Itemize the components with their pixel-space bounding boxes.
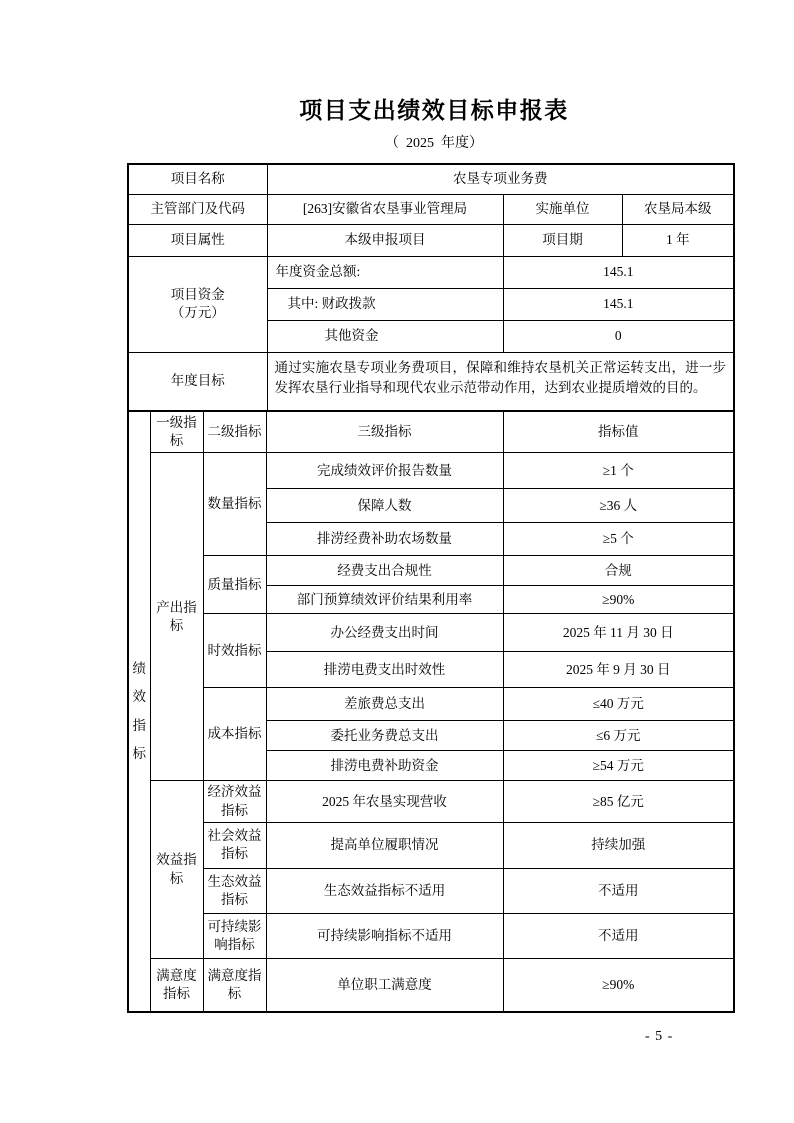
- table-row: [128, 913, 734, 958]
- declaration-form: [127, 163, 735, 1013]
- project-info-table: [127, 163, 735, 412]
- indicator-value: ≥90%: [503, 958, 734, 1012]
- indicator-value: 2025 年 9 月 30 日: [503, 652, 734, 688]
- funds-total-label: 年度资金总额:: [267, 256, 503, 288]
- table-row: [128, 688, 734, 721]
- indicator-name: 委托业务费总支出: [266, 721, 503, 751]
- project-name-label: 项目名称: [128, 164, 267, 194]
- indicator-name: 部门预算绩效评价结果利用率: [266, 586, 503, 614]
- period-label: 项目期: [503, 224, 622, 256]
- funds-fiscal-label: 其中: 财政拨款: [267, 288, 503, 320]
- attribute-label: 项目属性: [128, 224, 267, 256]
- page-subtitle-year: （ 2025 年度）: [385, 136, 483, 151]
- indicator-name: 差旅费总支出: [266, 688, 503, 721]
- department-value: [263]安徽省农垦事业管理局: [267, 194, 503, 224]
- indicator-name: 2025 年农垦实现营收: [266, 781, 503, 822]
- level2-satisfaction: 满意度指标: [203, 958, 266, 1012]
- period-value: 1 年: [622, 224, 734, 256]
- project-name-value: 农垦专项业务费: [267, 164, 734, 194]
- funds-label-line1: 项目资金: [170, 286, 225, 302]
- level1-satisfaction: 满意度指标: [150, 958, 203, 1012]
- indicator-value: 不适用: [503, 868, 734, 913]
- level1-benefit: 效益指标: [150, 781, 203, 958]
- indicator-name: 单位职工满意度: [266, 958, 503, 1012]
- indicator-value: ≤6 万元: [503, 721, 734, 751]
- performance-indicator-side-label: 绩效指标: [128, 411, 150, 1012]
- funds-other-label: 其他资金: [267, 320, 503, 352]
- indicator-value: 持续加强: [503, 822, 734, 868]
- indicator-value: 2025 年 11 月 30 日: [503, 614, 734, 652]
- indicator-value: ≥90%: [503, 586, 734, 614]
- indicator-value: ≤40 万元: [503, 688, 734, 721]
- table-row: [128, 556, 734, 586]
- indicator-name: 经费支出合规性: [266, 556, 503, 586]
- page-title: 项目支出绩效目标申报表: [299, 97, 569, 123]
- attribute-value: 本级申报项目: [267, 224, 503, 256]
- level2-ecological: 生态效益指标: [203, 868, 266, 913]
- header-level1: 一级指标: [150, 411, 203, 453]
- indicator-name: 排涝电费补助资金: [266, 751, 503, 781]
- funds-other-value: 0: [503, 320, 734, 352]
- table-row: [128, 781, 734, 822]
- table-row: [128, 256, 734, 288]
- indicator-value: ≥1 个: [503, 453, 734, 489]
- funds-total-value: 145.1: [503, 256, 734, 288]
- table-row: [128, 352, 734, 411]
- department-label: 主管部门及代码: [128, 194, 267, 224]
- indicator-name: 完成绩效评价报告数量: [266, 453, 503, 489]
- table-row: [128, 194, 734, 224]
- header-level3: 三级指标: [266, 411, 503, 453]
- indicator-value: ≥54 万元: [503, 751, 734, 781]
- header-value: 指标值: [503, 411, 734, 453]
- table-row: [128, 411, 734, 453]
- table-row: [128, 224, 734, 256]
- level2-timeliness: 时效指标: [203, 614, 266, 688]
- indicator-table: [127, 410, 735, 1013]
- level2-quality: 质量指标: [203, 556, 266, 614]
- indicator-name: 生态效益指标不适用: [266, 868, 503, 913]
- indicator-name: 排涝电费支出时效性: [266, 652, 503, 688]
- page-number: - 5 -: [645, 1029, 674, 1044]
- annual-goal-value: 通过实施农垦专项业务费项目，保障和维持农垦机关正常运转支出，进一步发挥农垦行业指导和现代农业示范带动作用，达到农业提质增效的目的。: [267, 352, 734, 411]
- level2-economic: 经济效益指标: [203, 781, 266, 822]
- annual-goal-label: 年度目标: [128, 352, 267, 411]
- header-level2: 二级指标: [203, 411, 266, 453]
- level2-quantity: 数量指标: [203, 453, 266, 556]
- indicator-value: ≥85 亿元: [503, 781, 734, 822]
- impl-unit-label: 实施单位: [503, 194, 622, 224]
- level2-social: 社会效益指标: [203, 822, 266, 868]
- impl-unit-value: 农垦局本级: [622, 194, 734, 224]
- indicator-value: ≥5 个: [503, 523, 734, 556]
- indicator-name: 可持续影响指标不适用: [266, 913, 503, 958]
- table-row: [128, 164, 734, 194]
- indicator-name: 保障人数: [266, 489, 503, 523]
- indicator-name: 办公经费支出时间: [266, 614, 503, 652]
- indicator-value: ≥36 人: [503, 489, 734, 523]
- level1-output: 产出指标: [150, 453, 203, 781]
- level2-cost: 成本指标: [203, 688, 266, 781]
- level2-sustainability: 可持续影响指标: [203, 913, 266, 958]
- indicator-name: 提高单位履职情况: [266, 822, 503, 868]
- funds-label-line2: （万元）: [170, 305, 225, 320]
- table-row: [128, 614, 734, 652]
- indicator-value: 合规: [503, 556, 734, 586]
- funds-label: [128, 256, 267, 352]
- table-row: [128, 822, 734, 868]
- indicator-name: 排涝经费补助农场数量: [266, 523, 503, 556]
- indicator-value: 不适用: [503, 913, 734, 958]
- funds-fiscal-value: 145.1: [503, 288, 734, 320]
- table-row: [128, 868, 734, 913]
- table-row: [128, 958, 734, 1012]
- table-row: [128, 453, 734, 489]
